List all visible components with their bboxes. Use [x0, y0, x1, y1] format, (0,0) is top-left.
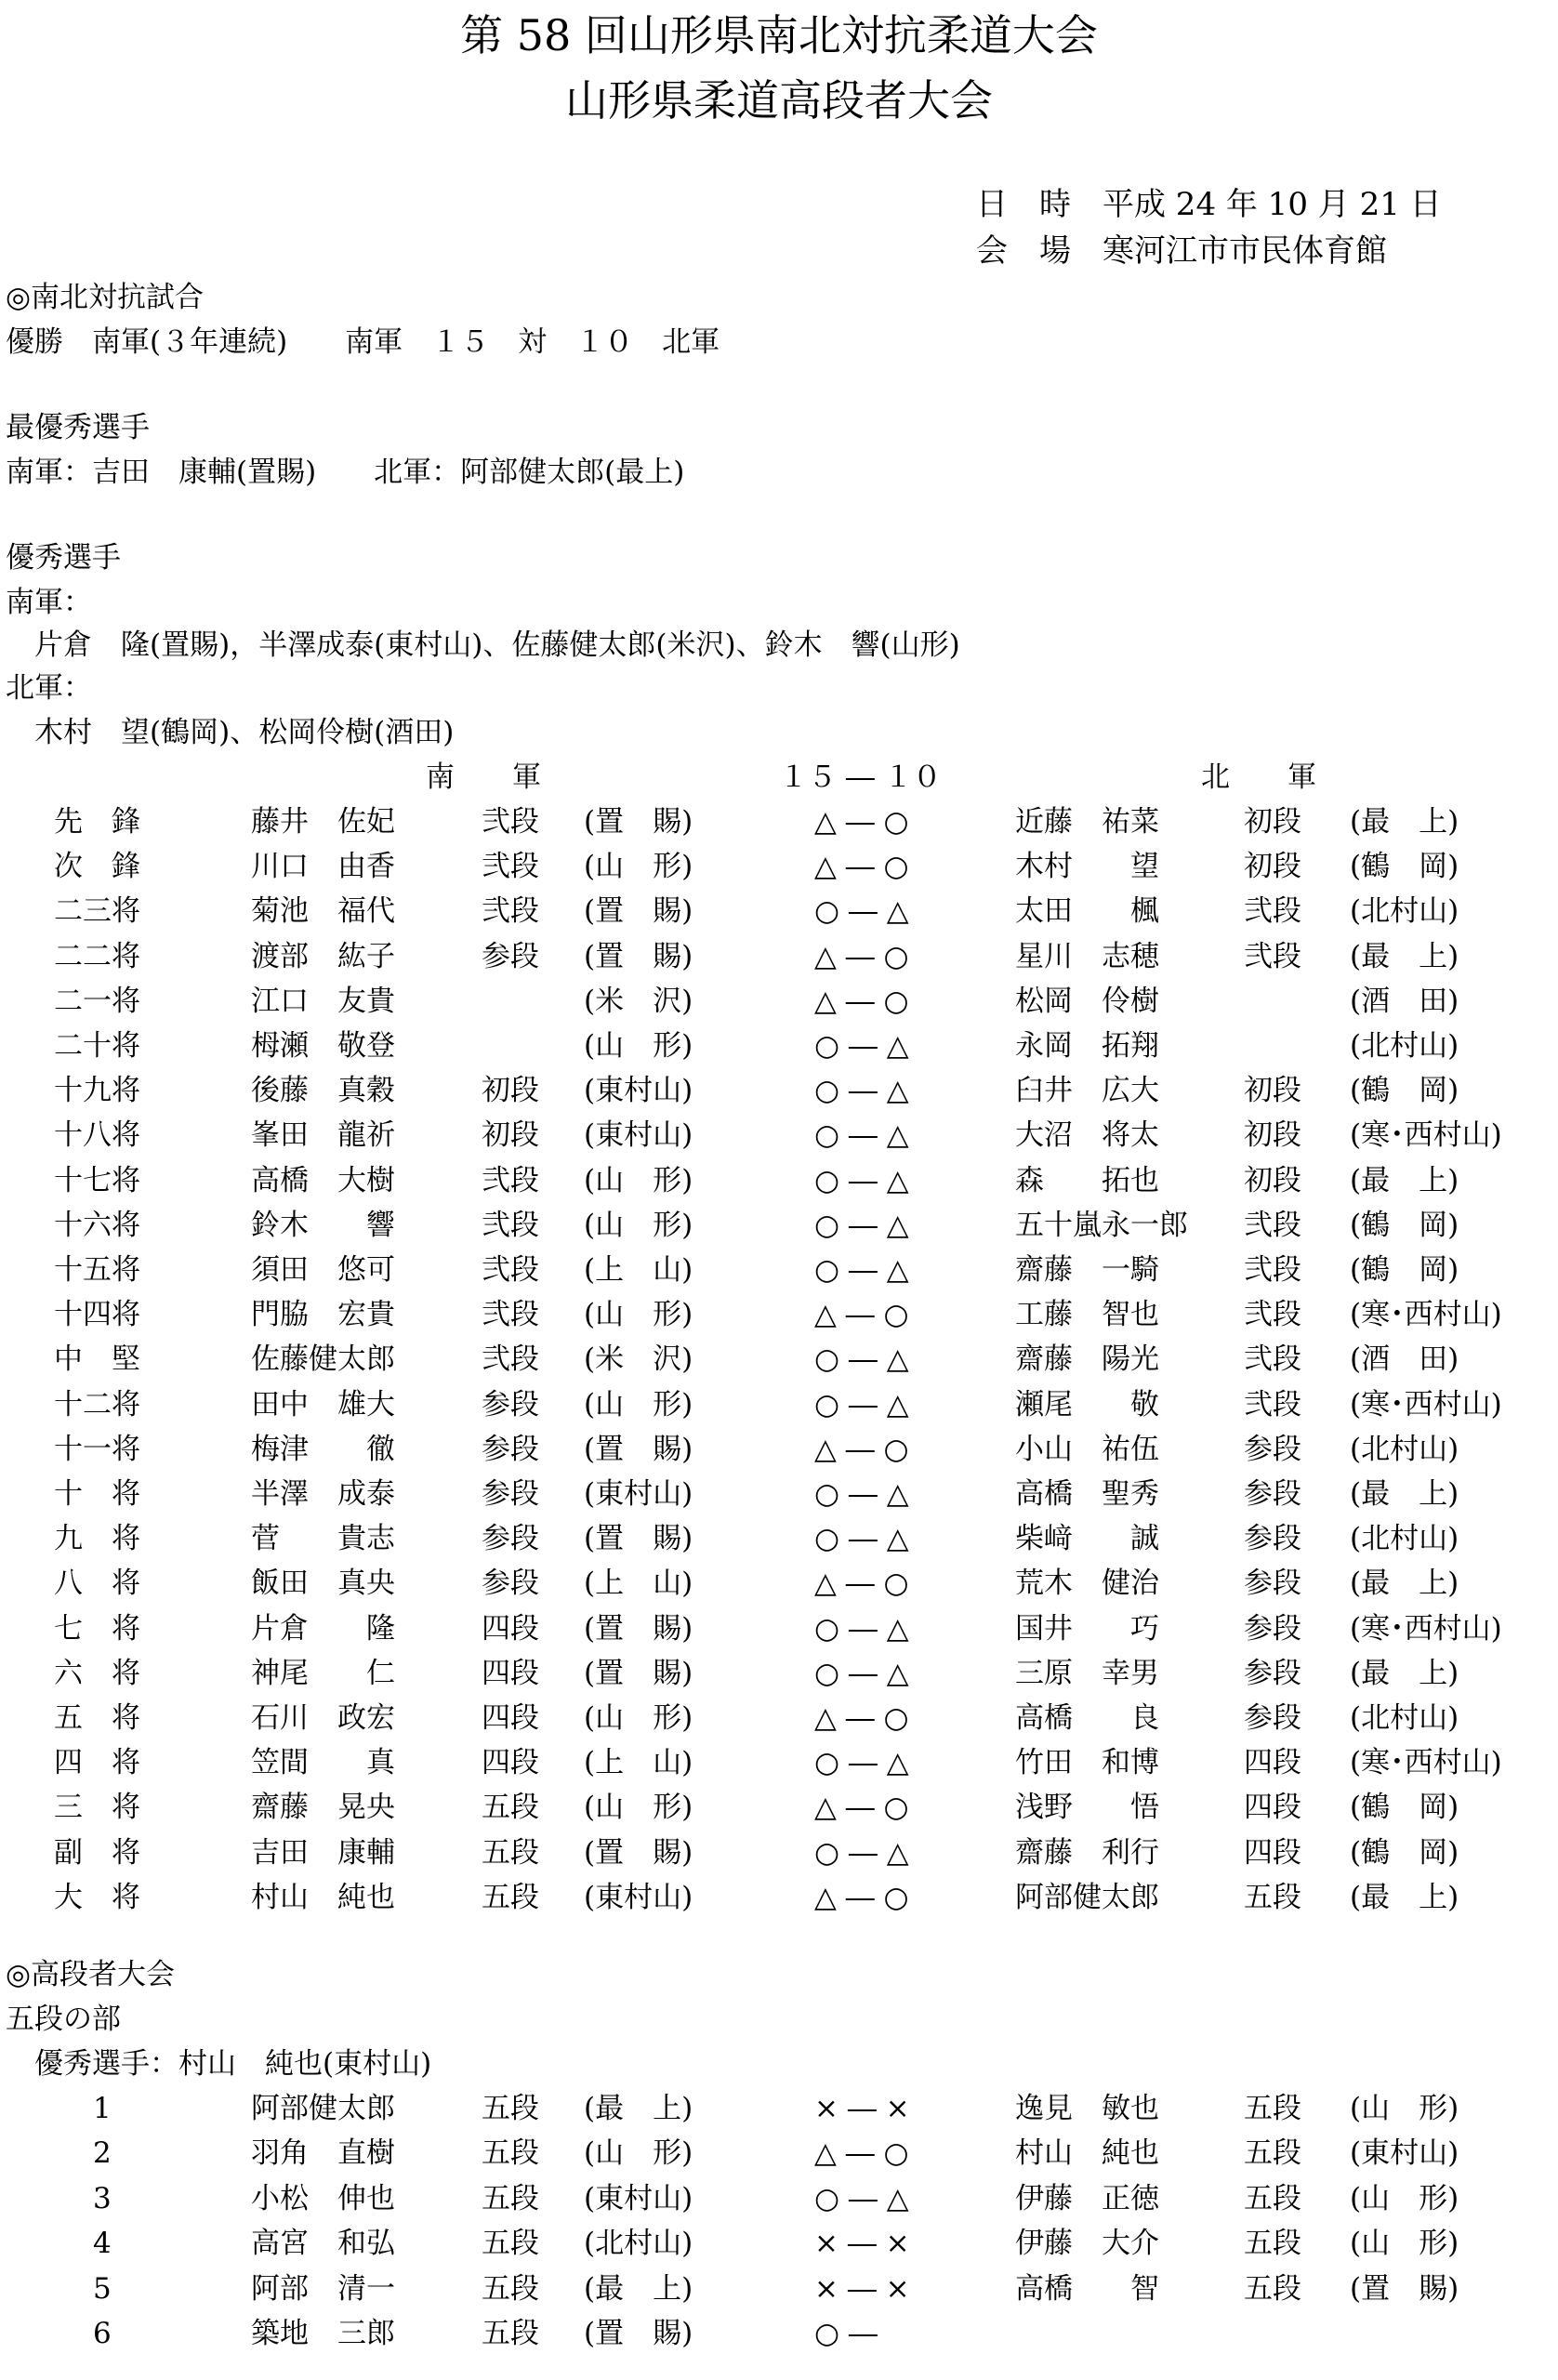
north-region: (北村山)	[1350, 1522, 1459, 1556]
south-name: 村山 純也	[251, 1880, 395, 1914]
south-name: 江口 友貴	[251, 984, 395, 1018]
north-region: (寒･西村山)	[1350, 1611, 1502, 1646]
table-row	[0, 1158, 1558, 1203]
south-region: (東村山)	[584, 1477, 693, 1511]
position-cell: 3	[93, 2181, 112, 2215]
north-region: (寒･西村山)	[1350, 1298, 1502, 1332]
south-name: 鈴木 響	[251, 1208, 395, 1242]
position-cell: 十一将	[54, 1432, 140, 1466]
south-name: 峯田 龍祈	[251, 1118, 395, 1153]
south-label: 南軍：	[6, 586, 92, 619]
south-region: (山 形)	[584, 1701, 693, 1735]
south-name: 飯田 真央	[251, 1567, 395, 1601]
south-rank: 参段	[482, 1432, 539, 1466]
south-name: 齋藤 晃央	[251, 1791, 395, 1825]
south-name: 川口 由香	[251, 850, 395, 884]
north-rank: 四段	[1244, 1746, 1301, 1780]
south-name: 菊池 福代	[251, 894, 395, 929]
south-rank: 弐段	[482, 1342, 539, 1377]
table-row	[0, 1696, 1558, 1740]
match-result: ○ ― △	[814, 1387, 909, 1421]
north-name: 国井 巧	[1015, 1611, 1159, 1646]
north-name: 五十嵐永一郎	[1015, 1208, 1188, 1242]
north-name: 浅野 悟	[1015, 1791, 1159, 1825]
south-rank: 五段	[482, 2317, 539, 2350]
south-region: (置 賜)	[584, 1611, 693, 1646]
south-name: 半澤 成泰	[251, 1477, 395, 1511]
kodansha-best: 優秀選手：村山 純也(東村山)	[6, 2047, 432, 2081]
south-rank: 参段	[482, 1477, 539, 1511]
north-region: (寒･西村山)	[1350, 1118, 1502, 1153]
match-table-header	[0, 755, 1558, 800]
match-result: × ― ×	[814, 2092, 910, 2125]
position-cell: 三 将	[54, 1791, 140, 1825]
south-rank: 弐段	[482, 1208, 539, 1242]
header-north: 北 軍	[1201, 760, 1316, 794]
north-region: (酒 田)	[1350, 1342, 1459, 1377]
south-region: (山 形)	[584, 2136, 693, 2171]
match-result: × ― ×	[814, 2227, 910, 2261]
page-title: 第 58 回山形県南北対抗柔道大会	[460, 10, 1098, 60]
south-rank: 初段	[482, 1118, 539, 1153]
north-rank: 五段	[1244, 2227, 1301, 2261]
table-row	[0, 2267, 1558, 2311]
table-row	[0, 1740, 1558, 1785]
north-region: (北村山)	[1350, 1029, 1459, 1063]
north-rank: 初段	[1244, 1074, 1301, 1108]
north-region: (最 上)	[1350, 1163, 1459, 1197]
north-region: (鶴 岡)	[1350, 1835, 1459, 1870]
table-row	[0, 1337, 1558, 1382]
north-region: (山 形)	[1350, 2092, 1459, 2125]
match-result: △ ― ○	[814, 1791, 909, 1825]
north-name: 木村 望	[1015, 850, 1159, 884]
north-name: 阿部健太郎	[1015, 1880, 1159, 1914]
south-region: (置 賜)	[584, 939, 693, 973]
north-rank: 五段	[1244, 2271, 1301, 2306]
match-result: ○ ― △	[814, 1029, 909, 1063]
south-name: 石川 政宏	[251, 1701, 395, 1735]
south-region: (置 賜)	[584, 894, 693, 929]
south-rank: 五段	[482, 2092, 539, 2125]
north-name: 高橋 良	[1015, 1701, 1159, 1735]
south-rank: 四段	[482, 1746, 539, 1780]
match-result: ○ ― △	[814, 1656, 909, 1690]
north-rank: 五段	[1244, 2092, 1301, 2125]
south-rank: 五段	[482, 1880, 539, 1914]
north-region: (最 上)	[1350, 1880, 1459, 1914]
table-row	[0, 1651, 1558, 1696]
match-result: ○ ― △	[814, 1208, 909, 1242]
match-result: △ ― ○	[814, 850, 909, 884]
south-region: (山 形)	[584, 1029, 693, 1063]
south-rank: 参段	[482, 1567, 539, 1601]
match-result: ○ ― △	[814, 1163, 909, 1197]
south-name: 築地 三郎	[251, 2317, 395, 2350]
south-region: (置 賜)	[584, 805, 693, 839]
north-region: (北村山)	[1350, 1432, 1459, 1466]
north-name: 星川 志穂	[1015, 939, 1159, 973]
north-rank: 弐段	[1244, 1387, 1301, 1421]
header-south: 南 軍	[426, 760, 541, 794]
position-cell: 十五将	[54, 1253, 140, 1287]
north-name: 高橋 聖秀	[1015, 1477, 1159, 1511]
south-name: 笠間 真	[251, 1746, 395, 1780]
north-rank: 参段	[1244, 1611, 1301, 1646]
south-rank: 五段	[482, 2227, 539, 2261]
north-region: (山 形)	[1350, 2227, 1459, 2261]
south-rank: 参段	[482, 1387, 539, 1421]
south-name: 佐藤健太郎	[251, 1342, 395, 1377]
north-region: (山 形)	[1350, 2181, 1459, 2215]
south-region: (置 賜)	[584, 1656, 693, 1690]
north-name: 伊藤 正徳	[1015, 2181, 1159, 2215]
south-name: 藤井 佐妃	[251, 805, 395, 839]
table-row	[0, 2086, 1558, 2131]
north-rank: 弐段	[1244, 1208, 1301, 1242]
position-cell: 副 将	[54, 1835, 140, 1870]
south-region: (最 上)	[584, 2271, 693, 2306]
north-region: (最 上)	[1350, 805, 1459, 839]
section-heading: ◎南北対抗試合	[6, 281, 205, 314]
north-name: 工藤 智也	[1015, 1298, 1159, 1332]
match-result: ○ ―	[814, 2317, 878, 2350]
table-row	[0, 1024, 1558, 1068]
south-region: (山 形)	[584, 1791, 693, 1825]
north-name: 松岡 伶樹	[1015, 984, 1159, 1018]
south-rank: 四段	[482, 1656, 539, 1690]
table-row	[0, 2131, 1558, 2175]
match-result: △ ― ○	[814, 1298, 909, 1332]
table-row	[0, 1785, 1558, 1830]
table-row	[0, 1382, 1558, 1427]
north-name: 高橋 智	[1015, 2271, 1159, 2306]
south-name: 田中 雄大	[251, 1387, 395, 1421]
north-region: (北村山)	[1350, 894, 1459, 929]
north-name: 瀬尾 敬	[1015, 1387, 1159, 1421]
north-rank: 五段	[1244, 2136, 1301, 2171]
match-result: ○ ― △	[814, 1746, 909, 1780]
table-row	[0, 2221, 1558, 2266]
south-rank: 参段	[482, 939, 539, 973]
match-result: △ ― ○	[814, 2136, 909, 2171]
table-row	[0, 1292, 1558, 1337]
north-region: (最 上)	[1350, 939, 1459, 973]
south-region: (東村山)	[584, 1074, 693, 1108]
table-row	[0, 1427, 1558, 1472]
north-region: (酒 田)	[1350, 984, 1459, 1018]
table-row	[0, 2176, 1558, 2221]
match-result: ○ ― △	[814, 1522, 909, 1556]
north-name: 齋藤 利行	[1015, 1835, 1159, 1870]
south-region: (最 上)	[584, 2092, 693, 2125]
position-cell: 次 鋒	[54, 850, 140, 884]
north-players: 木村 望(鶴岡)、松岡伶樹(酒田)	[6, 716, 455, 749]
match-result: ○ ― △	[814, 1074, 909, 1108]
south-region: (上 山)	[584, 1253, 693, 1287]
south-name: 梅津 徹	[251, 1432, 395, 1466]
south-rank: 弐段	[482, 850, 539, 884]
position-cell: 1	[93, 2092, 112, 2125]
north-region: (最 上)	[1350, 1656, 1459, 1690]
south-region: (北村山)	[584, 2227, 693, 2261]
match-result: △ ― ○	[814, 1880, 909, 1914]
winner-line: 優勝 南軍(３年連続) 南軍 １５ 対 １０ 北軍	[6, 325, 720, 359]
south-name: 高橋 大樹	[251, 1163, 395, 1197]
north-rank: 四段	[1244, 1791, 1301, 1825]
south-rank: 弐段	[482, 1163, 539, 1197]
position-cell: 二二将	[54, 939, 140, 973]
match-result: ○ ― △	[814, 1835, 909, 1870]
north-region: (鶴 岡)	[1350, 1791, 1459, 1825]
south-rank: 五段	[482, 2181, 539, 2215]
division-label: 五段の部	[6, 2003, 121, 2036]
position-cell: 6	[93, 2317, 112, 2350]
match-result: ○ ― △	[814, 1611, 909, 1646]
position-cell: 二十将	[54, 1029, 140, 1063]
south-name: 小松 伸也	[251, 2181, 395, 2215]
match-result: ○ ― △	[814, 1253, 909, 1287]
table-row	[0, 1516, 1558, 1561]
north-rank: 弐段	[1244, 1253, 1301, 1287]
match-result: ○ ― △	[814, 1477, 909, 1511]
north-region: (北村山)	[1350, 1701, 1459, 1735]
position-cell: 九 将	[54, 1522, 140, 1556]
north-rank: 五段	[1244, 1880, 1301, 1914]
north-rank: 初段	[1244, 1163, 1301, 1197]
north-region: (最 上)	[1350, 1477, 1459, 1511]
position-cell: 八 将	[54, 1567, 140, 1601]
north-region: (寒･西村山)	[1350, 1746, 1502, 1780]
event-venue: 会 場 寒河江市市民体育館	[976, 232, 1387, 270]
north-region: (鶴 岡)	[1350, 1074, 1459, 1108]
match-result: ○ ― △	[814, 1342, 909, 1377]
north-name: 近藤 祐菜	[1015, 805, 1159, 839]
header-score: １５ ― １０	[779, 760, 942, 794]
south-rank: 弐段	[482, 1298, 539, 1332]
north-rank: 弐段	[1244, 1342, 1301, 1377]
south-region: (上 山)	[584, 1746, 693, 1780]
match-result: △ ― ○	[814, 1567, 909, 1601]
table-row	[0, 1203, 1558, 1248]
south-region: (置 賜)	[584, 1835, 693, 1870]
position-cell: 十 将	[54, 1477, 140, 1511]
south-region: (山 形)	[584, 1387, 693, 1421]
south-name: 片倉 隆	[251, 1611, 395, 1646]
north-rank: 参段	[1244, 1701, 1301, 1735]
south-rank: 四段	[482, 1611, 539, 1646]
position-cell: 二一将	[54, 984, 140, 1018]
table-row	[0, 844, 1558, 889]
north-region: (置 賜)	[1350, 2271, 1459, 2306]
match-result: △ ― ○	[814, 1701, 909, 1735]
south-region: (置 賜)	[584, 1432, 693, 1466]
position-cell: 二三将	[54, 894, 140, 929]
position-cell: 先 鋒	[54, 805, 140, 839]
table-row	[0, 1068, 1558, 1113]
south-name: 吉田 康輔	[251, 1835, 395, 1870]
south-region: (東村山)	[584, 1880, 693, 1914]
south-region: (山 形)	[584, 1208, 693, 1242]
north-name: 逸見 敏也	[1015, 2092, 1159, 2125]
north-rank: 四段	[1244, 1835, 1301, 1870]
south-name: 栂瀬 敬登	[251, 1029, 395, 1063]
south-rank: 弐段	[482, 805, 539, 839]
position-cell: 4	[93, 2227, 112, 2261]
position-cell: 十六将	[54, 1208, 140, 1242]
match-result: ○ ― △	[814, 2181, 909, 2215]
south-rank: 五段	[482, 1835, 539, 1870]
south-name: 阿部健太郎	[251, 2092, 395, 2125]
south-rank: 弐段	[482, 894, 539, 929]
south-name: 羽角 直樹	[251, 2136, 395, 2171]
north-name: 柴﨑 誠	[1015, 1522, 1159, 1556]
table-row	[0, 1606, 1558, 1651]
north-name: 齋藤 陽光	[1015, 1342, 1159, 1377]
north-region: (寒･西村山)	[1350, 1387, 1502, 1421]
position-cell: 四 将	[54, 1746, 140, 1780]
south-rank: 弐段	[482, 1253, 539, 1287]
position-cell: 大 将	[54, 1880, 140, 1914]
north-name: 伊藤 大介	[1015, 2227, 1159, 2261]
match-result: × ― ×	[814, 2271, 910, 2306]
north-name: 永岡 拓翔	[1015, 1029, 1159, 1063]
north-rank: 参段	[1244, 1656, 1301, 1690]
south-region: (置 賜)	[584, 2317, 693, 2350]
north-rank: 初段	[1244, 850, 1301, 884]
table-row	[0, 979, 1558, 1024]
excellent-heading: 優秀選手	[6, 541, 121, 575]
position-cell: 十八将	[54, 1118, 140, 1153]
mvp-heading: 最優秀選手	[6, 411, 150, 444]
north-rank: 初段	[1244, 805, 1301, 839]
position-cell: 十二将	[54, 1387, 140, 1421]
south-region: (山 形)	[584, 850, 693, 884]
north-rank: 参段	[1244, 1567, 1301, 1601]
north-rank: 五段	[1244, 2181, 1301, 2215]
south-rank: 五段	[482, 2136, 539, 2171]
south-name: 須田 悠可	[251, 1253, 395, 1287]
table-row	[0, 889, 1558, 933]
position-cell: 中 堅	[54, 1342, 140, 1377]
north-rank: 参段	[1244, 1522, 1301, 1556]
position-cell: 十九将	[54, 1074, 140, 1108]
south-rank: 参段	[482, 1522, 539, 1556]
table-row	[0, 2311, 1558, 2356]
north-name: 太田 楓	[1015, 894, 1159, 929]
table-row	[0, 1472, 1558, 1516]
table-row	[0, 1561, 1558, 1606]
event-date: 日 時 平成 24 年 10 月 21 日	[976, 186, 1442, 223]
kodansha-heading: ◎高段者大会	[6, 1958, 176, 1991]
north-region: (鶴 岡)	[1350, 850, 1459, 884]
page-subtitle: 山形県柔道高段者大会	[565, 75, 993, 126]
match-result: ○ ― △	[814, 894, 909, 929]
table-row	[0, 1248, 1558, 1292]
table-row	[0, 1831, 1558, 1875]
south-name: 門脇 宏貴	[251, 1298, 395, 1332]
position-cell: 七 将	[54, 1611, 140, 1646]
north-name: 小山 祐伍	[1015, 1432, 1159, 1466]
table-row	[0, 1113, 1558, 1157]
match-result: △ ― ○	[814, 984, 909, 1018]
north-rank: 弐段	[1244, 939, 1301, 973]
south-region: (米 沢)	[584, 1342, 693, 1377]
position-cell: 2	[93, 2136, 112, 2171]
position-cell: 十四将	[54, 1298, 140, 1332]
north-name: 大沼 将太	[1015, 1118, 1159, 1153]
south-rank: 初段	[482, 1074, 539, 1108]
north-label: 北軍：	[6, 671, 92, 705]
north-name: 荒木 健治	[1015, 1567, 1159, 1601]
south-players: 片倉 隆(置賜)，半澤成泰(東村山)、佐藤健太郎(米沢)、鈴木 響(山形)	[6, 628, 960, 662]
north-name: 三原 幸男	[1015, 1656, 1159, 1690]
north-name: 臼井 広大	[1015, 1074, 1159, 1108]
south-rank: 四段	[482, 1701, 539, 1735]
match-result: △ ― ○	[814, 939, 909, 973]
north-region: (最 上)	[1350, 1567, 1459, 1601]
north-name: 村山 純也	[1015, 2136, 1159, 2171]
south-name: 高宮 和弘	[251, 2227, 395, 2261]
south-region: (山 形)	[584, 1163, 693, 1197]
match-result: △ ― ○	[814, 805, 909, 839]
south-region: (置 賜)	[584, 1522, 693, 1556]
south-name: 菅 貴志	[251, 1522, 395, 1556]
table-row	[0, 1875, 1558, 1920]
match-result: △ ― ○	[814, 1432, 909, 1466]
south-region: (東村山)	[584, 2181, 693, 2215]
mvp-line: 南軍：吉田 康輔(置賜) 北軍：阿部健太郎(最上)	[6, 456, 685, 489]
position-cell: 5	[93, 2271, 112, 2306]
table-row	[0, 934, 1558, 979]
north-name: 森 拓也	[1015, 1163, 1159, 1197]
south-region: (山 形)	[584, 1298, 693, 1332]
north-rank: 弐段	[1244, 1298, 1301, 1332]
south-name: 後藤 真穀	[251, 1074, 395, 1108]
match-result: ○ ― △	[814, 1118, 909, 1153]
north-region: (鶴 岡)	[1350, 1208, 1459, 1242]
north-name: 齋藤 一騎	[1015, 1253, 1159, 1287]
table-row	[0, 800, 1558, 844]
north-name: 竹田 和博	[1015, 1746, 1159, 1780]
south-name: 渡部 紘子	[251, 939, 395, 973]
north-region: (東村山)	[1350, 2136, 1459, 2171]
north-rank: 初段	[1244, 1118, 1301, 1153]
south-rank: 五段	[482, 2271, 539, 2306]
north-rank: 弐段	[1244, 894, 1301, 929]
position-cell: 五 将	[54, 1701, 140, 1735]
north-region: (鶴 岡)	[1350, 1253, 1459, 1287]
position-cell: 十七将	[54, 1163, 140, 1197]
south-name: 阿部 清一	[251, 2271, 395, 2306]
south-name: 神尾 仁	[251, 1656, 395, 1690]
south-rank: 五段	[482, 1791, 539, 1825]
position-cell: 六 将	[54, 1656, 140, 1690]
south-region: (東村山)	[584, 1118, 693, 1153]
north-rank: 参段	[1244, 1477, 1301, 1511]
south-region: (上 山)	[584, 1567, 693, 1601]
north-rank: 参段	[1244, 1432, 1301, 1466]
south-region: (米 沢)	[584, 984, 693, 1018]
